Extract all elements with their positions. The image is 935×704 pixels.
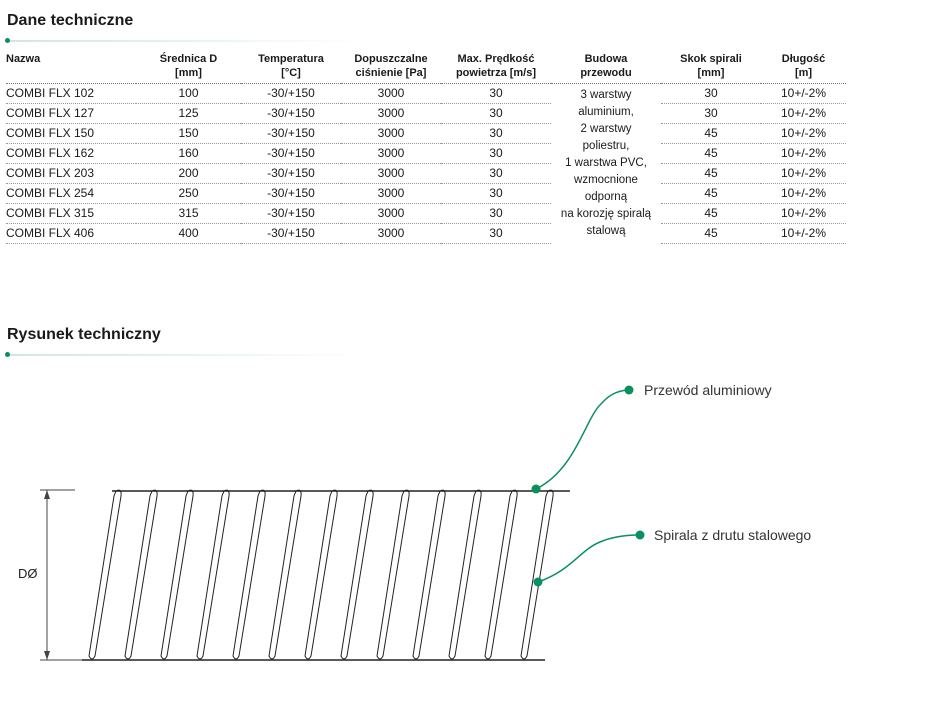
callout-label-dot: [636, 531, 645, 540]
table-row: [6, 164, 846, 184]
spiral-coil: [485, 490, 517, 659]
header-temperature: Temperatura [°C]: [241, 52, 341, 84]
header-spiral-pitch: Skok spirali [mm]: [661, 52, 761, 84]
callout-label-dot: [625, 386, 634, 395]
spiral-coil: [413, 490, 445, 659]
header-name: Nazwa: [6, 52, 136, 84]
construction-line: 2 warstwy: [580, 123, 632, 136]
cell-temperature: -30/+150: [241, 124, 341, 144]
spiral-coil: [521, 490, 553, 659]
cell-spiral-pitch: 45: [661, 124, 761, 144]
spiral-coil: [305, 490, 337, 659]
cell-name: COMBI FLX 406: [6, 224, 136, 244]
cell-pressure: 3000: [341, 124, 441, 144]
cell-temperature: -30/+150: [241, 144, 341, 164]
cell-temperature: -30/+150: [241, 104, 341, 124]
cell-length: 10+/-2%: [761, 184, 846, 204]
spiral-coil: [341, 490, 373, 659]
spiral-coil: [233, 490, 265, 659]
cell-pressure: 3000: [341, 204, 441, 224]
table-row: [6, 204, 846, 224]
construction-line: stalową: [586, 225, 626, 238]
cell-spiral-pitch: 30: [661, 104, 761, 124]
cell-length: 10+/-2%: [761, 224, 846, 244]
spiral-coil: [269, 490, 301, 659]
drawing-section-title: Rysunek techniczny: [7, 326, 161, 343]
cell-diameter: 250: [136, 184, 241, 204]
callout-aluminium: [532, 382, 772, 494]
cell-spiral-pitch: 45: [661, 204, 761, 224]
drawing-title-underline: [6, 354, 366, 356]
cell-temperature: -30/+150: [241, 204, 341, 224]
cell-diameter: 150: [136, 124, 241, 144]
table-row: [6, 104, 846, 124]
cell-pressure: 3000: [341, 184, 441, 204]
cell-diameter: 125: [136, 104, 241, 124]
diameter-dimension: [18, 490, 82, 660]
cell-length: 10+/-2%: [761, 204, 846, 224]
cell-name: COMBI FLX 127: [6, 104, 136, 124]
drawing-title-dot: [5, 352, 10, 357]
cell-temperature: -30/+150: [241, 164, 341, 184]
spiral-coil: [89, 490, 121, 659]
cell-name: COMBI FLX 203: [6, 164, 136, 184]
callout-spiral-label: Spirala z drutu stalowego: [654, 527, 812, 543]
cell-spiral-pitch: 45: [661, 144, 761, 164]
cell-pressure: 3000: [341, 104, 441, 124]
header-pressure: Dopuszczalne ciśnienie [Pa]: [341, 52, 441, 84]
cell-spiral-pitch: 45: [661, 164, 761, 184]
table-row: [6, 224, 846, 244]
cell-air-speed: 30: [441, 204, 551, 224]
spec-table-header-row: [6, 52, 846, 84]
header-length: Długość [m]: [761, 52, 846, 84]
construction-line: poliestru,: [582, 140, 630, 153]
spec-section-title: Dane techniczne: [7, 12, 134, 29]
cell-air-speed: 30: [441, 184, 551, 204]
cell-construction: [551, 84, 661, 244]
construction-line: aluminium,: [578, 106, 634, 119]
cell-temperature: -30/+150: [241, 84, 341, 104]
spec-table: [6, 52, 846, 244]
cell-air-speed: 30: [441, 224, 551, 244]
cell-name: COMBI FLX 162: [6, 144, 136, 164]
cell-length: 10+/-2%: [761, 144, 846, 164]
cell-length: 10+/-2%: [761, 104, 846, 124]
diameter-label: DØ: [18, 566, 38, 581]
cell-diameter: 315: [136, 204, 241, 224]
spiral-coil: [161, 490, 193, 659]
table-row: [6, 84, 846, 104]
cell-temperature: -30/+150: [241, 224, 341, 244]
spiral-coil: [449, 490, 481, 659]
construction-line: 3 warstwy: [580, 89, 632, 102]
table-row: [6, 144, 846, 164]
cell-spiral-pitch: 45: [661, 184, 761, 204]
spiral-coils: [89, 490, 553, 659]
cell-diameter: 400: [136, 224, 241, 244]
header-construction: Budowa przewodu: [551, 52, 661, 84]
callout-spiral: [534, 527, 812, 587]
cell-pressure: 3000: [341, 144, 441, 164]
construction-line: 1 warstwa PVC,: [565, 157, 647, 170]
cell-air-speed: 30: [441, 144, 551, 164]
callout-anchor-dot: [532, 485, 541, 494]
header-air-speed: Max. Prędkość powietrza [m/s]: [441, 52, 551, 84]
callout-anchor-dot: [534, 578, 543, 587]
cell-air-speed: 30: [441, 104, 551, 124]
cell-name: COMBI FLX 102: [6, 84, 136, 104]
cell-air-speed: 30: [441, 124, 551, 144]
cell-air-speed: 30: [441, 164, 551, 184]
construction-line: odporną: [584, 191, 628, 204]
construction-line: na korozję spiralą: [560, 208, 652, 221]
table-row: [6, 184, 846, 204]
spec-title-dot: [5, 38, 10, 43]
cell-temperature: -30/+150: [241, 184, 341, 204]
cell-name: COMBI FLX 315: [6, 204, 136, 224]
cell-air-speed: 30: [441, 84, 551, 104]
spec-title-underline: [6, 40, 366, 42]
callout-aluminium-label: Przewód aluminiowy: [644, 382, 772, 398]
construction-line: wzmocnione: [574, 174, 638, 187]
cell-spiral-pitch: 45: [661, 224, 761, 244]
cell-spiral-pitch: 30: [661, 84, 761, 104]
cell-length: 10+/-2%: [761, 84, 846, 104]
cell-pressure: 3000: [341, 224, 441, 244]
cell-pressure: 3000: [341, 84, 441, 104]
cell-diameter: 200: [136, 164, 241, 184]
cell-pressure: 3000: [341, 164, 441, 184]
duct-technical-drawing: [0, 360, 935, 704]
cell-length: 10+/-2%: [761, 124, 846, 144]
spiral-coil: [125, 490, 157, 659]
cell-diameter: 160: [136, 144, 241, 164]
cell-length: 10+/-2%: [761, 164, 846, 184]
cell-diameter: 100: [136, 84, 241, 104]
table-row: [6, 124, 846, 144]
cell-name: COMBI FLX 150: [6, 124, 136, 144]
cell-name: COMBI FLX 254: [6, 184, 136, 204]
spiral-coil: [197, 490, 229, 659]
spiral-coil: [377, 490, 409, 659]
header-diameter: Średnica D [mm]: [136, 52, 241, 84]
